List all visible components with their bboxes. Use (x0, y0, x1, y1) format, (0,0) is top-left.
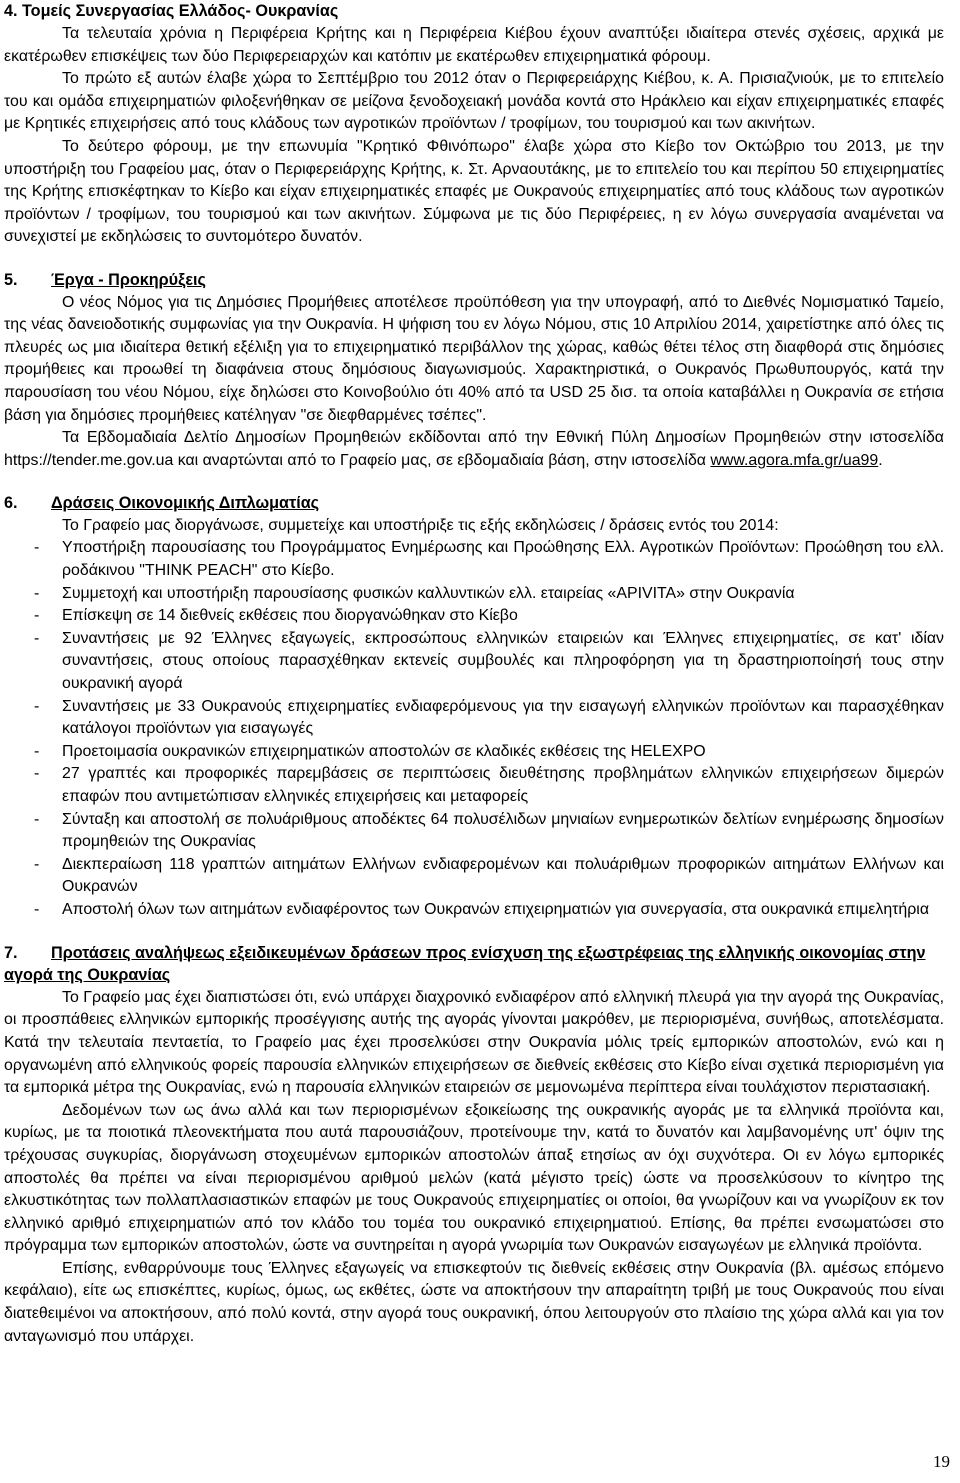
section-5-paragraph-2 (4, 427, 944, 472)
section-4-paragraph-3: Το δεύτερο φόρουμ, με την επωνυμία "Κρητικό Φθινόπωρο" έλαβε χώρα στο Κίεβο τον Οκτώβριο του 2013, με την υποστήριξη του Γραφείου μας, όταν ο Περιφερειάρχης Κρήτης, κ. Στ. Αρναουτάκης, με το επιτελείο του και περίπου 50 επιχειρηματίες της Κρήτης επισκέφτηκαν το Κίεβο και είχαν επιχειρηματικές επαφές με Ουκρανούς επιχειρηματίες από τους κλάδους των αγροτικών προϊόντων / τροφίμων, του τουρισμού και των ακινήτων. Σύμφωνα με τις δύο Περιφέρειες, η εν λόγω συνεργασία αναμένεται να συνεχιστεί με εκδηλώσεις το συντομότερο δυνατόν. (4, 137, 944, 246)
page-number: 19 (933, 1452, 950, 1471)
list-item (4, 899, 944, 922)
list-item-text: Προετοιμασία ουκρανικών επιχειρηματικών αποστολών σε κλαδικές εκθέσεις της HELEXPO (62, 742, 706, 760)
section-6-title: Δράσεις Οικονομικής Διπλωματίας (51, 494, 320, 513)
list-item (4, 628, 944, 696)
list-item-text: Υποστήριξη παρουσίασης του Προγράμματος Ενημέρωσης και Προώθησης Ελλ. Αγροτικών Προϊόντων: Προώθηση του ελλ. ροδάκινου "THINK PEACH" στο Κίεβο. (62, 539, 944, 580)
section-6-intro: Το Γραφείο μας διοργάνωσε, συμμετείχε και υποστήριξε τις εξής εκδηλώσεις / δράσεις εντός του 2014: (62, 516, 779, 534)
list-dash: - (34, 629, 40, 647)
section-7-paragraph-2: Δεδομένων των ως άνω αλλά και των περιορισμένων εξοικείωσης της ουκρανικής αγοράς με τα ελληνικά προϊόντα και, κυρίως, με τα ποιοτικά πλεονεκτήματα που αυτά παρουσιάζουν, προτείνουμε την, κατά το δυνατόν και λαμβανομένης υπ' όψιν της τρέχουσας συγκυρίας, διοργάνωση στοχευμένων εμπορικών αποστολών άπαξ ετησίως αν όχι συχνότερα. Οι εν λόγω εμπορικές αποστολές θα πρέπει να είναι περιορισμένου αριθμού μελών (κατά μέγιστο τρείς) ώστε να προσελκύσουν το κίνητρο της ελκυστικότητας των πολλαπλασιαστικών επαφών με τους Ουκρανούς επιχειρηματίες οι οποίοι, θα γνωρίζουν και να γνωρίζουν εκ τον ελληνικό αριθμό επιχειρηματιών από τον κλάδο του τομέα του ουκρανικό επιχειρηματιού. Επίσης, θα πρέπει ενσωματώσει στο πρόγραμμα των εμπορικών αποστολών, ώστε να συντηρείται η αγορά γνωριμία των Ουκρανών εισαγωγέων με ελληνικά προϊόντα. (4, 1101, 944, 1255)
section-7-heading (4, 942, 944, 987)
list-dash: - (34, 855, 40, 873)
list-item-text: Επίσκεψη σε 14 διεθνείς εκθέσεις που διοργανώθηκαν στο Κίεβο (62, 607, 518, 625)
list-dash: - (34, 584, 40, 602)
list-item (4, 809, 944, 854)
section-5-paragraph-2-text: Τα Εβδομαδιαία Δελτίο Δημοσίων Προμηθειών εκδίδονται από την Εθνική Πύλη Δημοσίων Προμηθειών στην ιστοσελίδα https://tender.me.gov.ua και αναρτώνται από το Γραφείο μας, σε εβδομαδιαία βάση, στην ιστοσελίδα (4, 429, 944, 469)
list-item-text: Συμμετοχή και υποστήριξη παρουσίασης φυσικών καλλυντικών ελλ. εταιρείας «APIVITA» στην Ουκρανία (62, 584, 795, 602)
list-dash: - (34, 742, 40, 760)
section-6-actions-list (4, 537, 944, 921)
section-5-paragraph-1: Ο νέος Νόμος για τις Δημόσιες Προμήθειες αποτέλεσε προϋπόθεση για την υπογραφή, από το Διεθνές Νομισματικό Ταμείο, της νέας δανειοδοτικής συμφωνίας για την Ουκρανία. Η ψήφιση του εν λόγω Νόμου, στις 10 Απριλίου 2014, χαιρετίστηκε από όλες τις πλευρές ως μια ιδιαίτερα θετική εξέλιξη για το επιχειρηματικό περιβάλλον της χώρας, καθώς θέτει τέλος στη διαφθορά στις δημόσιες προμήθειες και προωθεί τη διαφάνεια στους δημόσιους διαγωνισμούς. Χαρακτηριστικά, ο Ουκρανός Πρωθυπουργός, κατά την παρουσίαση του νέου Νόμου, είχε δηλώσει στο Κοινοβούλιο ότι 40% από τα USD 25 δισ. τα οποία καταβάλλει η Ουκρανία σε ετήσια βάση για δημόσιες προμήθειες κατέληγαν "σε διεφθαρμένες τσέπες". (4, 293, 944, 424)
list-item-text: Αποστολή όλων των αιτημάτων ενδιαφέροντος των Ουκρανών επιχειρηματιών για συνεργασία, στα ουκρανικά επιμελητήρια (62, 900, 930, 918)
list-item (4, 741, 944, 764)
list-dash: - (34, 607, 40, 625)
list-dash: - (34, 697, 40, 715)
list-item (4, 605, 944, 628)
list-dash: - (34, 765, 40, 783)
list-item-text: Σύνταξη και αποστολή σε πολυάριθμους αποδέκτες 64 πολυσέλιδων μηνιαίων ενημερωτικών δελτίων ενημέρωσης δημοσίων προμηθειών της Ουκρανίας (62, 810, 944, 851)
section-6-number: 6. (4, 494, 18, 513)
list-item (4, 763, 944, 808)
section-7-number: 7. (4, 943, 18, 962)
list-item (4, 583, 944, 606)
section-4-heading: 4. Τομείς Συνεργασίας Ελλάδος- Ουκρανίας (4, 2, 339, 20)
section-7-title: Προτάσεις αναλήψεως εξειδικευμένων δράσεων προς ενίσχυση της εξωστρέφειας της ελληνικής οικονομίας στην αγορά της Ουκρανίας (4, 943, 926, 985)
section-5-heading (4, 269, 944, 292)
list-item-text: Διεκπεραίωση 118 γραπτών αιτημάτων Ελλήνων ενδιαφερομένων και πολυάριθμων προφορικών αιτημάτων Ελλήνων και Ουκρανών (62, 855, 944, 896)
section-7-paragraph-1: Το Γραφείο μας έχει διαπιστώσει ότι, ενώ υπάρχει διαχρονικό ενδιαφέρον από ελληνική πλευρά για την αγορά της Ουκρανίας, οι προσπάθειες ελληνικών εμπορικής προσέγγισης αυτής της αγοράς γίνονται μακρόθεν, με περιορισμένα, συνήθως, αποτελέσματα. Κατά την τελευταία πενταετία, το Γραφείο μας έχει προσελκύσει στην Ουκρανία μόλις τρείς εμπορικών αποστολών, ενώ και η οργανωμένη από ελληνικούς φορείς παρουσία ελληνικών επιχειρήσεων σε διεθνείς εκθέσεις στο Κίεβο είναι σχετικά περιορισμένη για τα εμπορικά μέτρα της Ουκρανίας, ενώ η παρουσία ελληνικών εταιρειών σε μεμονωμένα περίπτερα είναι τουλάχιστον περιστασιακή. (4, 988, 944, 1097)
section-4-paragraph-2: Το πρώτο εξ αυτών έλαβε χώρα το Σεπτέμβριο του 2012 όταν ο Περιφερειάρχης Κιέβου, κ. Α. Πρισιαζνιούκ, με το επιτελείο του και ομάδα επιχειρηματιών φιλοξενήθηκαν σε μείζονα ξενοδοχειακή μονάδα κοντά στο Ηράκλειο και είχαν επιχειρηματικές επαφές με Κρητικές επιχειρήσεις από τους κλάδους των αγροτικών προϊόντων / τροφίμων, του τουρισμού και των ακινήτων. (4, 70, 944, 133)
list-dash: - (34, 810, 40, 828)
section-5-number: 5. (4, 270, 18, 289)
agora-link[interactable]: www.agora.mfa.gr/ua99 (710, 451, 879, 469)
list-item-text: Συναντήσεις με 92 Έλληνες εξαγωγείς, εκπροσώπους ελληνικών εταιρειών και Έλληνες επιχειρηματίες, σε κατ' ιδίαν συναντήσεις, στους οποίους παρασχέθηκαν εκτενείς συμβουλές και πληροφόρηση για τη δραστηριοποίησή τους στην ουκρανική αγορά (62, 629, 944, 693)
list-item (4, 696, 944, 741)
list-dash: - (34, 539, 40, 557)
section-7-paragraph-3: Επίσης, ενθαρρύνουμε τους Έλληνες εξαγωγείς να επισκεφτούν τις διεθνείς εκθέσεις στην Ουκρανία (βλ. αμέσως επόμενο κεφάλαιο), είτε ως επισκέπτες, κυρίως, όμως, ως εκθέτες, ώστε να αποκτήσουν την απαραίτητη τριβή με τους Ουκρανούς που είναι διατεθειμένοι να αποκτήσουν, από πολύ κοντά, στην αγορά τους ουκρανική, όπου λειτουργούν στο πλαίσιο της χώρα αλλά και για τον ανταγωνισμό που υπάρχει. (4, 1259, 944, 1345)
list-item-text: Συναντήσεις με 33 Ουκρανούς επιχειρηματίες ενδιαφερόμενους για την εισαγωγή ελληνικών προϊόντων και παρασχέθηκαν κατάλογοι προϊόντων για εισαγωγές (62, 697, 944, 738)
list-item (4, 854, 944, 899)
section-5-paragraph-2-end: . (878, 451, 883, 469)
section-6-heading (4, 492, 944, 515)
document-page (4, 0, 944, 1348)
section-4-paragraph-1: Τα τελευταία χρόνια η Περιφέρεια Κρήτης και η Περιφέρεια Κιέβου έχουν αναπτύξει ιδιαίτερα στενές σχέσεις, αρχικά με εκατέρωθεν επισκέψεις των δύο Περιφερειαρχών και κατόπιν με εκατέρωθεν επιχειρηματικά φόρουμ. (4, 25, 944, 65)
section-5-title: Έργα - Προκηρύξεις (51, 270, 206, 289)
list-item-text: 27 γραπτές και προφορικές παρεμβάσεις σε περιπτώσεις διευθέτησης προβλημάτων ελληνικών επιχειρήσεων διμερών επαφών που αντιμετώπισαν ελληνικές επιχειρήσεις και μεταφορείς (62, 765, 944, 805)
list-item (4, 537, 944, 582)
list-dash: - (34, 900, 40, 918)
